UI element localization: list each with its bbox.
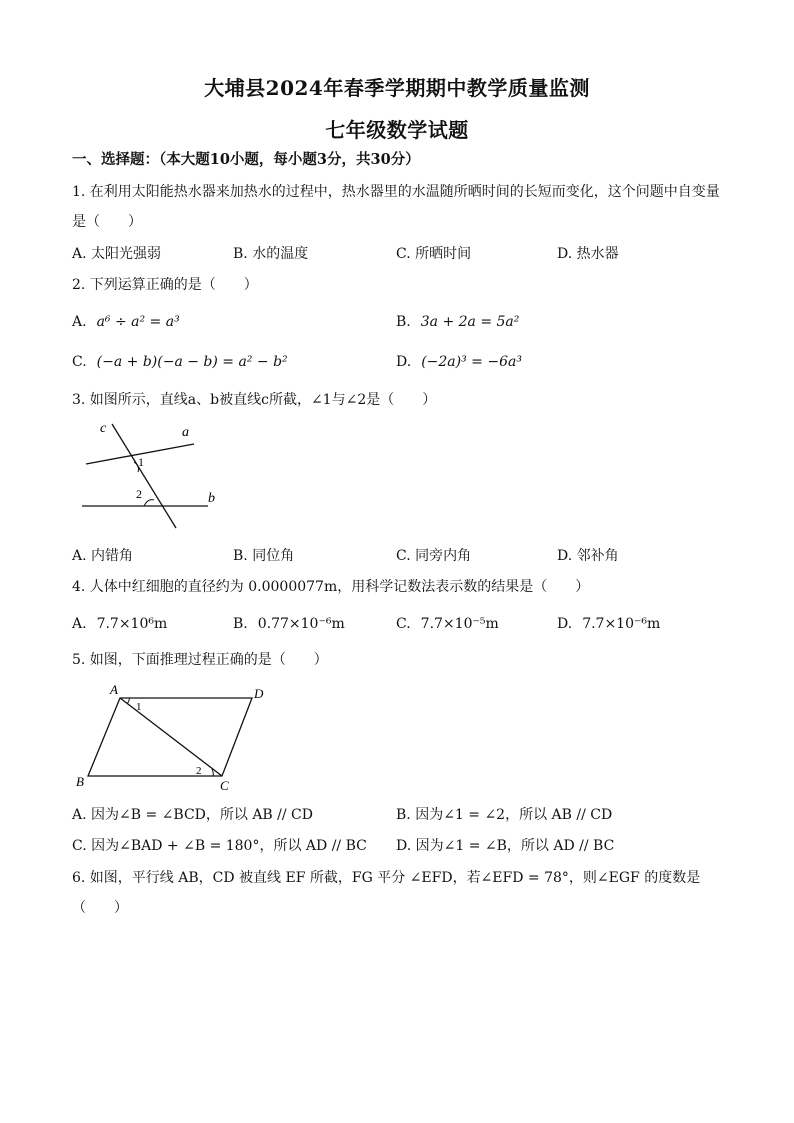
q5-angle2-arc — [212, 769, 213, 776]
q3-option-d: D. 邻补角 — [557, 548, 619, 564]
q4-value-d: 7.7×10⁻⁶m — [582, 616, 661, 632]
q2-label-a: A. — [72, 314, 87, 330]
q1-option-b: B. 水的温度 — [233, 246, 309, 262]
q5-option-a: A. 因为∠B = ∠BCD，所以 AB // CD — [72, 807, 313, 823]
q5-label-2: 2 — [196, 765, 202, 777]
q4-stem: 4. 人体中红细胞的直径约为 0.0000077m，用科学记数法表示数的结果是（ ） — [72, 579, 590, 595]
q2-option-a — [72, 312, 180, 332]
exam-subtitle: 七年级数学试题 — [325, 118, 469, 142]
q3-line-c — [112, 424, 176, 528]
q2-label-d: D. — [396, 354, 412, 370]
q4-label-a: A. — [72, 616, 87, 632]
q3-label-a: a — [182, 425, 189, 440]
exam-title: 大埔县2024年春季学期期中教学质量监测 — [204, 76, 590, 100]
q1-option-c: C. 所晒时间 — [396, 246, 472, 262]
q5-option-d: D. 因为∠1 = ∠B，所以 AD // BC — [396, 838, 615, 854]
q3-label-2: 2 — [136, 487, 142, 501]
q2-stem: 2. 下列运算正确的是（ ） — [72, 277, 258, 293]
q1-stem-line2: 是（ ） — [72, 214, 142, 230]
q5-label-c: C — [220, 778, 229, 792]
q5-label-d: D — [254, 686, 264, 701]
q4-value-b: 0.77×10⁻⁶m — [257, 616, 345, 632]
q4-label-d: D. — [557, 616, 573, 632]
q3-angle2-arc — [144, 500, 154, 506]
q3-stem: 3. 如图所示，直线a、b被直线c所截，∠1与∠2是（ ） — [72, 392, 437, 408]
q4-option-a — [72, 614, 167, 634]
section-heading: 一、选择题：（本大题10小题，每小题3分，共30分） — [72, 151, 420, 168]
q5-label-b: B — [76, 774, 84, 789]
q6-stem-line2: （ ） — [72, 900, 128, 916]
q3-option-c: C. 同旁内角 — [396, 548, 472, 564]
q1-option-d: D. 热水器 — [557, 246, 619, 262]
q1-option-a: A. 太阳光强弱 — [72, 246, 162, 262]
q3-parallel-lines-figure — [76, 418, 226, 534]
q2-option-d — [396, 352, 522, 372]
q5-option-b: B. 因为∠1 = ∠2，所以 AB // CD — [396, 807, 613, 823]
q3-option-b: B. 同位角 — [233, 548, 295, 564]
q5-label-a: A — [110, 682, 118, 697]
q2-label-c: C. — [72, 354, 87, 370]
q2-expr-b: 3a + 2a = 5a² — [420, 314, 520, 330]
q2-option-b — [396, 312, 519, 332]
q5-label-1: 1 — [136, 701, 142, 713]
q4-option-c — [396, 614, 499, 634]
q5-parallelogram-figure — [72, 680, 272, 792]
q3-label-b: b — [208, 491, 215, 506]
q3-label-1: 1 — [138, 455, 144, 469]
q2-expr-a: a⁶ ÷ a² = a³ — [96, 314, 180, 330]
q2-label-b: B. — [396, 314, 411, 330]
q5-stem: 5. 如图，下面推理过程正确的是（ ） — [72, 652, 328, 668]
q2-expr-c: (−a + b)(−a − b) = a² − b² — [96, 354, 288, 370]
q4-label-b: B. — [233, 616, 248, 632]
q2-option-c — [72, 352, 288, 372]
q5-angle1-arc — [127, 698, 129, 704]
q4-label-c: C. — [396, 616, 411, 632]
q5-option-c: C. 因为∠BAD + ∠B = 180°，所以 AD // BC — [72, 838, 367, 854]
q4-value-c: 7.7×10⁻⁵m — [420, 616, 499, 632]
q3-label-c: c — [100, 421, 107, 436]
q4-option-b — [233, 614, 345, 634]
q4-value-a: 7.7×10⁶m — [96, 616, 168, 632]
q1-stem-line1: 1. 在利用太阳能热水器来加热水的过程中，热水器里的水温随所晒时间的长短而变化，这个问题中自变量 — [72, 184, 720, 200]
q2-expr-d: (−2a)³ = −6a³ — [421, 354, 522, 370]
q4-option-d — [557, 614, 660, 634]
q3-option-a: A. 内错角 — [72, 548, 134, 564]
q6-stem-line1: 6. 如图，平行线 AB，CD 被直线 EF 所截，FG 平分 ∠EFD，若∠EFD = 78°，则∠EGF 的度数是 — [72, 870, 701, 886]
